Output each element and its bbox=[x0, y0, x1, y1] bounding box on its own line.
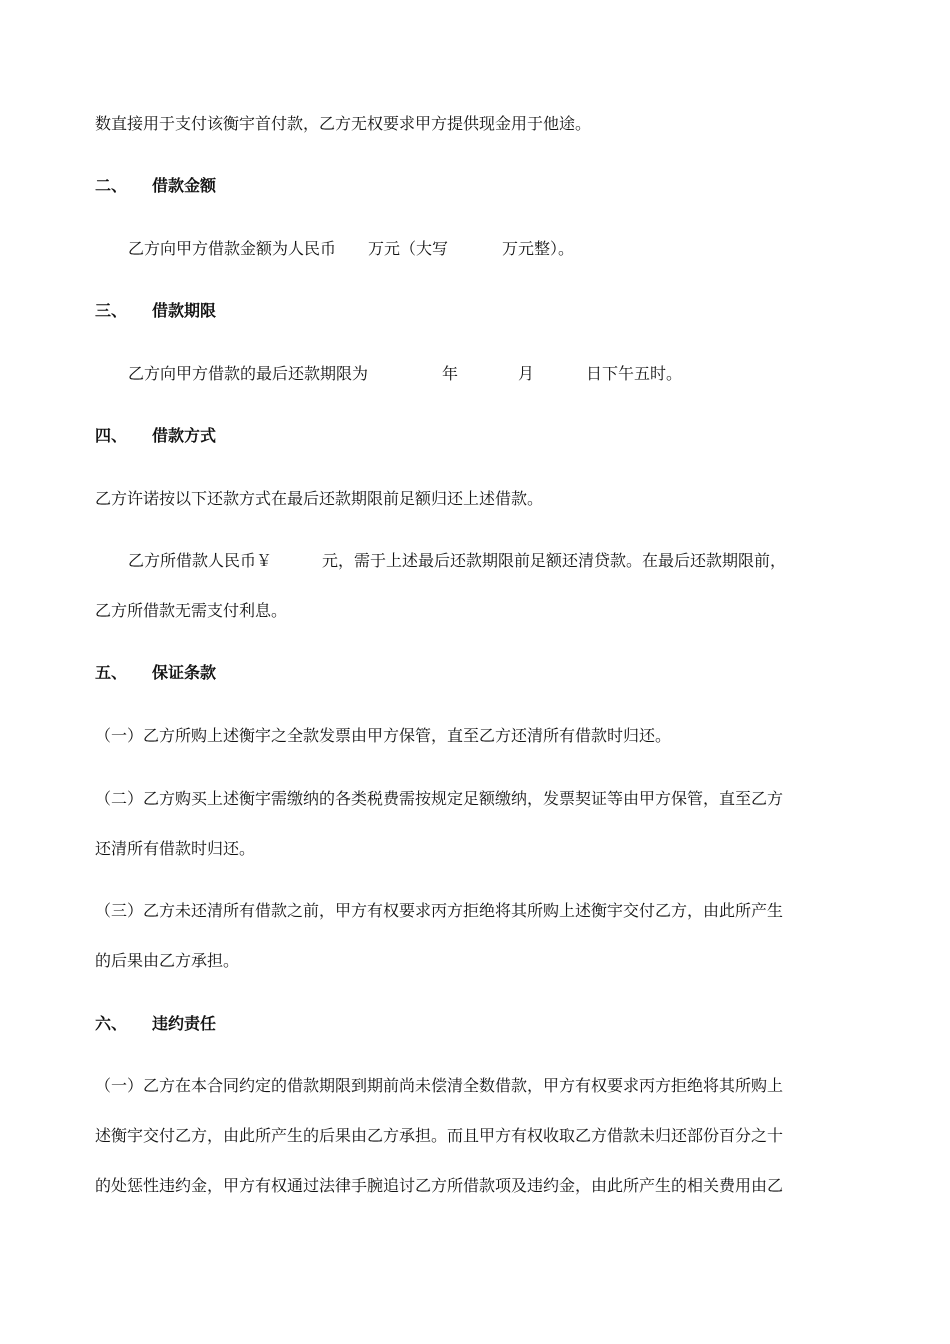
loan-term-paragraph bbox=[128, 362, 682, 386]
guarantee-clause-3-line-2: 的后果由乙方承担。 bbox=[95, 951, 240, 970]
section-4-heading bbox=[95, 424, 216, 448]
text-segment: 年 bbox=[442, 364, 459, 383]
guarantee-clause-3-line-1: （三）乙方未还清所有借款之前，甲方有权要求丙方拒绝将其所购上述衡宇交付乙方，由此所产生 bbox=[95, 901, 784, 920]
text-segment: 元，需于上述最后还款期限前足额还清贷款。在最后还款期限前， bbox=[322, 551, 787, 570]
section-title: 违约责任 bbox=[152, 1014, 217, 1033]
text-segment: 万元整）。 bbox=[502, 239, 575, 258]
repayment-method-paragraph: 乙方许诺按以下还款方式在最后还款期限前足额归还上述借款。 bbox=[95, 489, 544, 508]
text-segment: 乙方所借款人民币￥ bbox=[128, 551, 273, 570]
section-title: 借款期限 bbox=[152, 301, 217, 320]
breach-clause-1-line-3: 的处惩性违约金，甲方有权通过法律手腕追讨乙方所借款项及违约金，由此所产生的相关费用由乙 bbox=[95, 1176, 784, 1195]
section-number: 三、 bbox=[95, 301, 128, 320]
section-6-heading bbox=[95, 1012, 216, 1036]
section-number: 五、 bbox=[95, 663, 128, 682]
breach-clause-1-line-2: 述衡宇交付乙方，由此所产生的后果由乙方承担。而且甲方有权收取乙方借款未归还部份百分之十 bbox=[95, 1126, 784, 1145]
guarantee-clause-1: （一）乙方所购上述衡宇之全款发票由甲方保管，直至乙方还清所有借款时归还。 bbox=[95, 726, 672, 745]
breach-clause-1-line-1: （一）乙方在本合同约定的借款期限到期前尚未偿清全数借款，甲方有权要求丙方拒绝将其所购上 bbox=[95, 1076, 784, 1095]
section-2-heading bbox=[95, 174, 216, 198]
section-title: 保证条款 bbox=[152, 663, 217, 682]
guarantee-clause-2-line-1: （二）乙方购买上述衡宇需缴纳的各类税费需按规定足额缴纳，发票契证等由甲方保管，直至乙方 bbox=[95, 789, 784, 808]
section-number: 六、 bbox=[95, 1014, 128, 1033]
section-title: 借款方式 bbox=[152, 426, 217, 445]
section-3-heading bbox=[95, 299, 216, 323]
section-5-heading bbox=[95, 661, 216, 685]
text-segment: 万元（大写 bbox=[368, 239, 449, 258]
repayment-amount-line-2: 乙方所借款无需支付利息。 bbox=[95, 601, 288, 620]
text-segment: 乙方向甲方借款金额为人民币 bbox=[128, 239, 337, 258]
loan-amount-paragraph bbox=[128, 237, 574, 261]
guarantee-clause-2-line-2: 还清所有借款时归还。 bbox=[95, 839, 256, 858]
section-number: 二、 bbox=[95, 176, 128, 195]
intro-paragraph: 数直接用于支付该衡宇首付款，乙方无权要求甲方提供现金用于他途。 bbox=[95, 114, 592, 133]
text-segment: 月 bbox=[518, 364, 535, 383]
repayment-amount-line-1 bbox=[128, 549, 786, 573]
text-segment: 乙方向甲方借款的最后还款期限为 bbox=[128, 364, 369, 383]
section-number: 四、 bbox=[95, 426, 128, 445]
section-title: 借款金额 bbox=[152, 176, 217, 195]
text-segment: 日下午五时。 bbox=[586, 364, 683, 383]
